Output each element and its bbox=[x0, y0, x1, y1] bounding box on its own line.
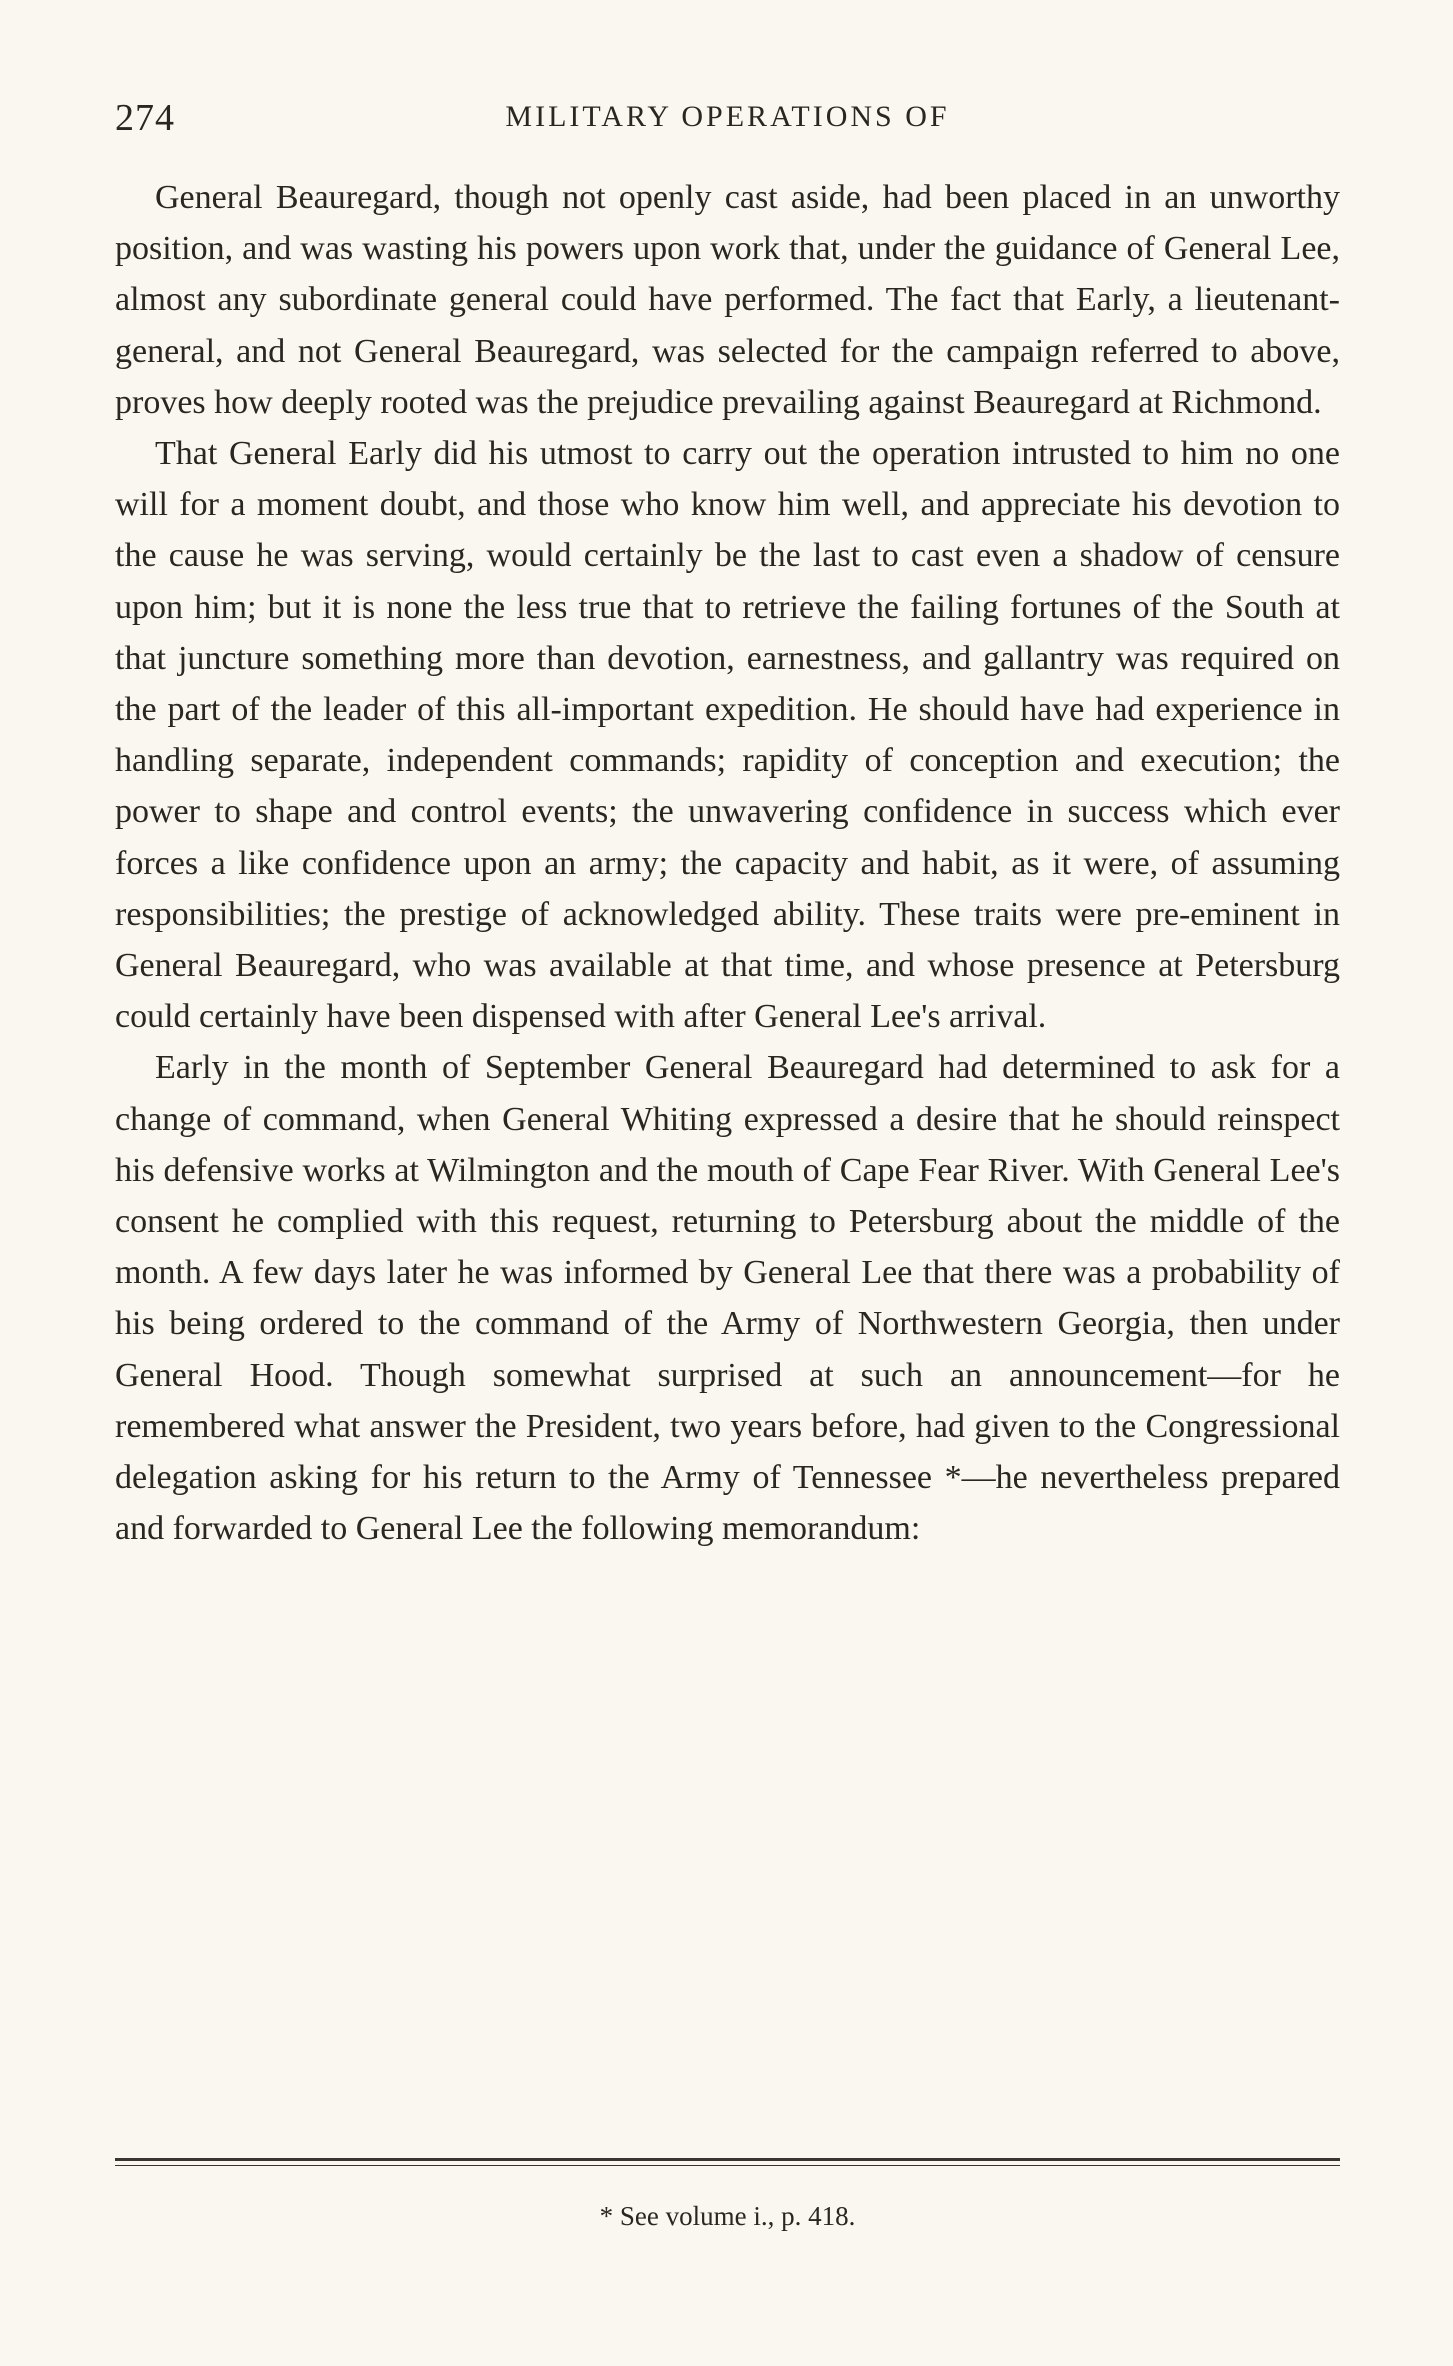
paragraph: Early in the month of September General Beauregard had determined to ask for a change of command, when General Whiting expressed a desire that he should reinspect his defensive works at Wilmington and the mouth of Cape Fear River. With General Lee's consent he complied with this request, returning to Petersburg about the middle of the month. A few days later he was informed by General Lee that there was a probability of his being ordered to the command of the Army of Northwestern Georgia, then under General Hood. Though somewhat surprised at such an announcement—for he remembered what answer the President, two years before, had given to the Congressional delegation asking for his return to the Army of Tennessee *—he nevertheless prepared and forwarded to General Lee the following memorandum: bbox=[115, 1049, 1340, 1548]
paragraph: General Beauregard, though not openly cast aside, had been placed in an unworthy position, and was wasting his powers upon work that, under the guidance of General Lee, almost any subordinate general could have performed. The fact that Early, a lieutenant-general, and not General Beauregard, was selected for the campaign referred to above, proves how deeply rooted was the prejudice prevailing against Beauregard at Richmond. bbox=[115, 179, 1340, 421]
body-text bbox=[115, 172, 1340, 1554]
page-number: 274 bbox=[115, 97, 175, 139]
footnote-rule-thin bbox=[115, 2165, 1340, 2166]
paragraph: That General Early did his utmost to carry out the operation intrusted to him no one will for a moment doubt, and those who know him well, and appreciate his devotion to the cause he was serving, would certainly be the last to cast even a shadow of censure upon him; but it is none the less true that to retrieve the failing fortunes of the South at that juncture something more than devotion, earnestness, and gallantry was required on the part of the leader of this all-important expedition. He should have had experience in handling separate, independent commands; rapidity of conception and execution; the power to shape and control events; the unwavering confidence in success which ever forces a like confidence upon an army; the capacity and habit, as it were, of assuming responsibilities; the prestige of acknowledged ability. These traits were pre-eminent in General Beauregard, who was available at that time, and whose presence at Petersburg could certainly have been dispensed with after General Lee's arrival. bbox=[115, 435, 1340, 1036]
footnote-rule-thick bbox=[115, 2158, 1340, 2161]
footnote: * See volume i., p. 418. bbox=[599, 2201, 856, 2231]
footnote-rule bbox=[115, 2158, 1340, 2166]
running-head bbox=[115, 96, 1340, 146]
running-title: MILITARY OPERATIONS OF bbox=[505, 100, 950, 133]
